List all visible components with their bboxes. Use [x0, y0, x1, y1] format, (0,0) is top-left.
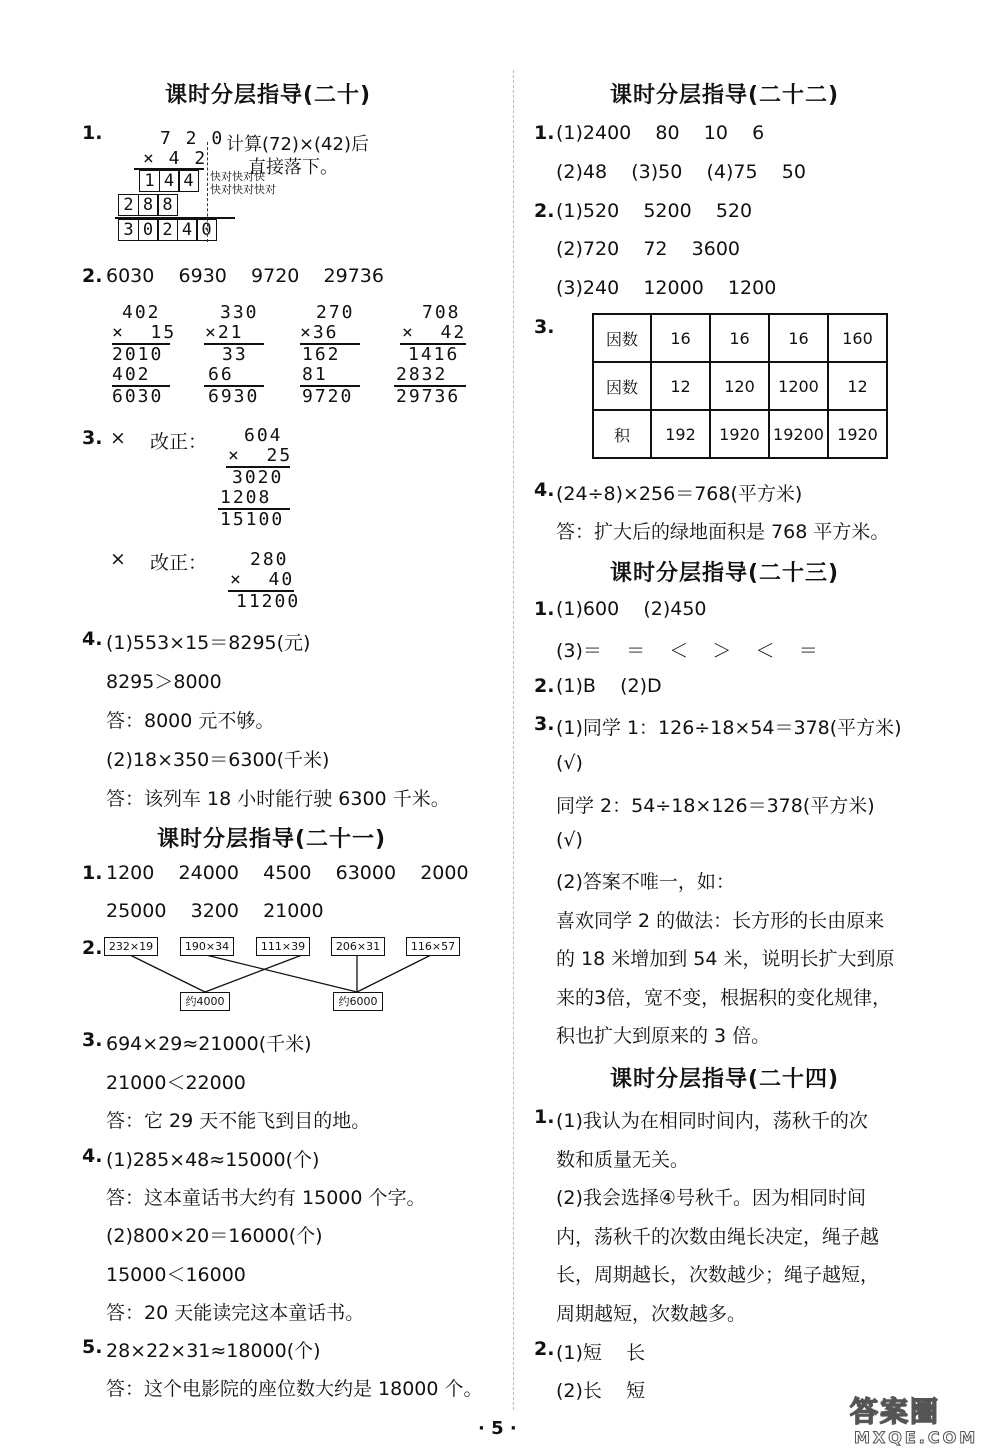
calc-multiplier: × 25	[228, 445, 293, 466]
watermark-logo	[850, 1390, 990, 1450]
answer-line: 周期越短，次数越多。	[556, 1303, 747, 1325]
answer-line: 15000＜16000	[106, 1264, 246, 1286]
stamp-text-1: 快对快对快	[210, 170, 265, 183]
digit-cell: 0	[138, 219, 159, 241]
section-title: 课时分层指导(二十一)	[157, 827, 387, 852]
calc-partial: 66	[208, 364, 234, 385]
digit-cell: 2	[118, 194, 139, 216]
answer-line: 答：扩大后的绿地面积是 768 平方米。	[556, 521, 890, 543]
calc-partial: 1416	[408, 344, 460, 365]
multiplier: × 4 2	[143, 148, 208, 169]
answer-line: 答：它 29 天不能飞到目的地。	[106, 1110, 371, 1132]
digit-cell: 3	[118, 219, 139, 241]
question-number: 3.	[82, 1029, 103, 1051]
question-number: 4.	[82, 1145, 103, 1167]
calc-multiplicand: 280	[250, 549, 289, 570]
answer-line: 21000＜22000	[106, 1072, 246, 1094]
calc-partial: 1208	[220, 487, 272, 508]
calc-result: 11200	[236, 591, 301, 612]
answer-line: (1)2400 80 10 6	[556, 122, 765, 144]
calc-partial: 402	[112, 364, 151, 385]
answer-line: (1)520 5200 520	[556, 200, 753, 222]
table-cell: 12	[828, 362, 887, 410]
answer-line: (√)	[556, 829, 583, 851]
calc-multiplier: ×36	[300, 322, 339, 343]
answer-line: (2)720 72 3600	[556, 238, 741, 260]
calc-multiplier: × 15	[112, 322, 177, 343]
calc-partial: 2010	[112, 344, 164, 365]
answer-line: 答：20 天能读完这本童话书。	[106, 1302, 365, 1324]
question-number: 1.	[534, 122, 555, 144]
calc-multiplier: × 42	[402, 322, 467, 343]
table-cell: 1920	[828, 410, 887, 458]
question-number: 3.	[534, 713, 555, 735]
table-row	[593, 410, 887, 458]
question-number: 2.	[534, 1338, 555, 1360]
estimate-box: 约6000	[333, 992, 383, 1011]
estimate-box: 约4000	[180, 992, 230, 1011]
answer-line: (1)我认为在相同时间内，荡秋千的次	[556, 1110, 868, 1132]
answer-line: (1)B (2)D	[556, 675, 662, 697]
table-cell: 1920	[710, 410, 769, 458]
answer-line: 28×22×31≈18000(个)	[106, 1340, 321, 1362]
answer-line: (24÷8)×256＝768(平方米)	[556, 483, 803, 505]
table-cell: 1200	[769, 362, 828, 410]
calc-partial: 33	[222, 344, 248, 365]
calc-result: 6930	[208, 386, 260, 407]
page-number: · 5 ·	[478, 1418, 517, 1439]
question-number: 2.	[534, 200, 555, 222]
digit-cell: 4	[159, 170, 180, 192]
question-number: 4.	[534, 479, 555, 501]
answer-line: 答：这本童话书大约有 15000 个字。	[106, 1187, 426, 1209]
question-number: 1.	[82, 862, 103, 884]
table-cell: 120	[710, 362, 769, 410]
answer-line: (2)长 短	[556, 1380, 646, 1402]
answer-line: 答：8000 元不够。	[106, 710, 275, 732]
answer-line: (2)答案不唯一，如：	[556, 871, 735, 893]
answer-line: (3)＝ ＝ ＜ ＞ ＜ ＝	[556, 640, 818, 662]
answer-line: (2)800×20＝16000(个)	[106, 1225, 323, 1247]
answer-line: 喜欢同学 2 的做法：长方形的长由原来	[556, 910, 885, 932]
wrong-mark: ×	[110, 548, 126, 570]
question-number: 1.	[534, 1106, 555, 1128]
answer-line: 25000 3200 21000	[106, 900, 324, 922]
answer-line: 答：这个电影院的座位数大约是 18000 个。	[106, 1378, 483, 1400]
answer-line: (2)48 (3)50 (4)75 50	[556, 161, 806, 183]
calc-multiplier: ×21	[205, 322, 244, 343]
answer-line: 1200 24000 4500 63000 2000	[106, 862, 469, 884]
digit-cell: 0	[196, 219, 217, 241]
expression-box: 116×57	[406, 937, 460, 956]
answer-line: 数和质量无关。	[556, 1149, 690, 1171]
calc-partial: 162	[302, 344, 341, 365]
question-number: 4.	[82, 628, 103, 650]
table-cell: 19200	[769, 410, 828, 458]
section-title: 课时分层指导(二十二)	[610, 83, 840, 108]
answer-line: (1)553×15＝8295(元)	[106, 632, 311, 654]
correction-label: 改正：	[150, 552, 208, 574]
wrong-mark: ×	[110, 427, 126, 449]
answer-line: (1)600 (2)450	[556, 598, 707, 620]
answer-line: (2)18×350＝6300(千米)	[106, 749, 330, 771]
calc-result: 6030	[112, 386, 164, 407]
answer-line: 8295＞8000	[106, 671, 222, 693]
answer-line: (1)285×48≈15000(个)	[106, 1149, 320, 1171]
calc-multiplicand: 604	[244, 425, 283, 446]
answer-line: 694×29≈21000(千米)	[106, 1033, 312, 1055]
calc-multiplicand: 270	[316, 302, 355, 323]
answer-line: 的 18 米增加到 54 米，说明长扩大到原	[556, 948, 895, 970]
row-label: 因数	[593, 314, 651, 362]
digit-cell: 2	[157, 219, 178, 241]
table-row	[593, 362, 887, 410]
table-cell: 192	[651, 410, 710, 458]
answer-line: (√)	[556, 752, 583, 774]
answer-line: 积也扩大到原来的 3 倍。	[556, 1025, 771, 1047]
expression-box: 190×34	[180, 937, 234, 956]
expression-box: 206×31	[331, 937, 385, 956]
section-title: 课时分层指导(二十)	[165, 83, 372, 108]
answer-line: (1)短 长	[556, 1342, 646, 1364]
calc-multiplicand: 708	[422, 302, 461, 323]
question-number: 1.	[534, 598, 555, 620]
calc-multiplicand: 402	[122, 302, 161, 323]
answer-line: 同学 2：54÷18×126＝378(平方米)	[556, 795, 875, 817]
calc-partial: 81	[302, 364, 328, 385]
calc-note-2: 直接落下。	[248, 157, 338, 178]
digit-cell: 4	[177, 219, 198, 241]
digit-cell: 8	[157, 194, 178, 216]
question-number: 2.	[534, 675, 555, 697]
section-title: 课时分层指导(二十四)	[610, 1067, 840, 1092]
calc-partial: 3020	[232, 467, 284, 488]
digit-cell: 1	[139, 170, 160, 192]
stamp-text-2: 快对快对快对	[210, 183, 276, 196]
digit-cell: 8	[138, 194, 159, 216]
factor-table	[592, 313, 888, 459]
row-label: 因数	[593, 362, 651, 410]
table-cell: 16	[651, 314, 710, 362]
multiplicand: 7 2 0	[160, 128, 225, 149]
answer-line: 长，周期越长，次数越少；绳子越短，	[556, 1264, 880, 1286]
table-cell: 16	[710, 314, 769, 362]
watermark-url: MXQE.COM	[854, 1428, 979, 1447]
calc-multiplier: × 40	[230, 569, 295, 590]
table-row	[593, 314, 887, 362]
question-number: 5.	[82, 1336, 103, 1358]
calc-note-1: 计算(72)×(42)后	[226, 134, 369, 155]
answer-line: (1)同学 1：126÷18×54＝378(平方米)	[556, 717, 902, 739]
correction-label: 改正：	[150, 431, 208, 453]
answer-line: (3)240 12000 1200	[556, 277, 777, 299]
table-cell: 12	[651, 362, 710, 410]
question-number: 2.	[82, 265, 103, 287]
answer-line: 内，荡秋千的次数由绳长决定，绳子越	[556, 1226, 880, 1248]
calc-result: 15100	[220, 509, 285, 530]
question-number: 1.	[82, 122, 103, 144]
calc-result: 9720	[302, 386, 354, 407]
answer-line: (2)我会选择④号秋千。因为相同时间	[556, 1187, 866, 1209]
table-cell: 160	[828, 314, 887, 362]
section-title: 课时分层指导(二十三)	[610, 561, 840, 586]
expression-box: 111×39	[256, 937, 310, 956]
row-label: 积	[593, 410, 651, 458]
calc-multiplicand: 330	[220, 302, 259, 323]
table-cell: 16	[769, 314, 828, 362]
question-number: 3.	[82, 427, 103, 449]
answer-line: 来的3倍，宽不变，根据积的变化规律，	[556, 987, 892, 1009]
answer-line: 6030 6930 9720 29736	[106, 265, 384, 287]
calc-partial: 2832	[396, 364, 448, 385]
digit-cell: 4	[178, 170, 199, 192]
answer-line: 答：该列车 18 小时能行驶 6300 千米。	[106, 788, 450, 810]
watermark-text: 答案圈	[850, 1395, 941, 1428]
expression-box: 232×19	[104, 937, 158, 956]
calc-result: 29736	[396, 386, 461, 407]
question-number: 3.	[534, 316, 555, 338]
question-number: 2.	[82, 937, 103, 959]
